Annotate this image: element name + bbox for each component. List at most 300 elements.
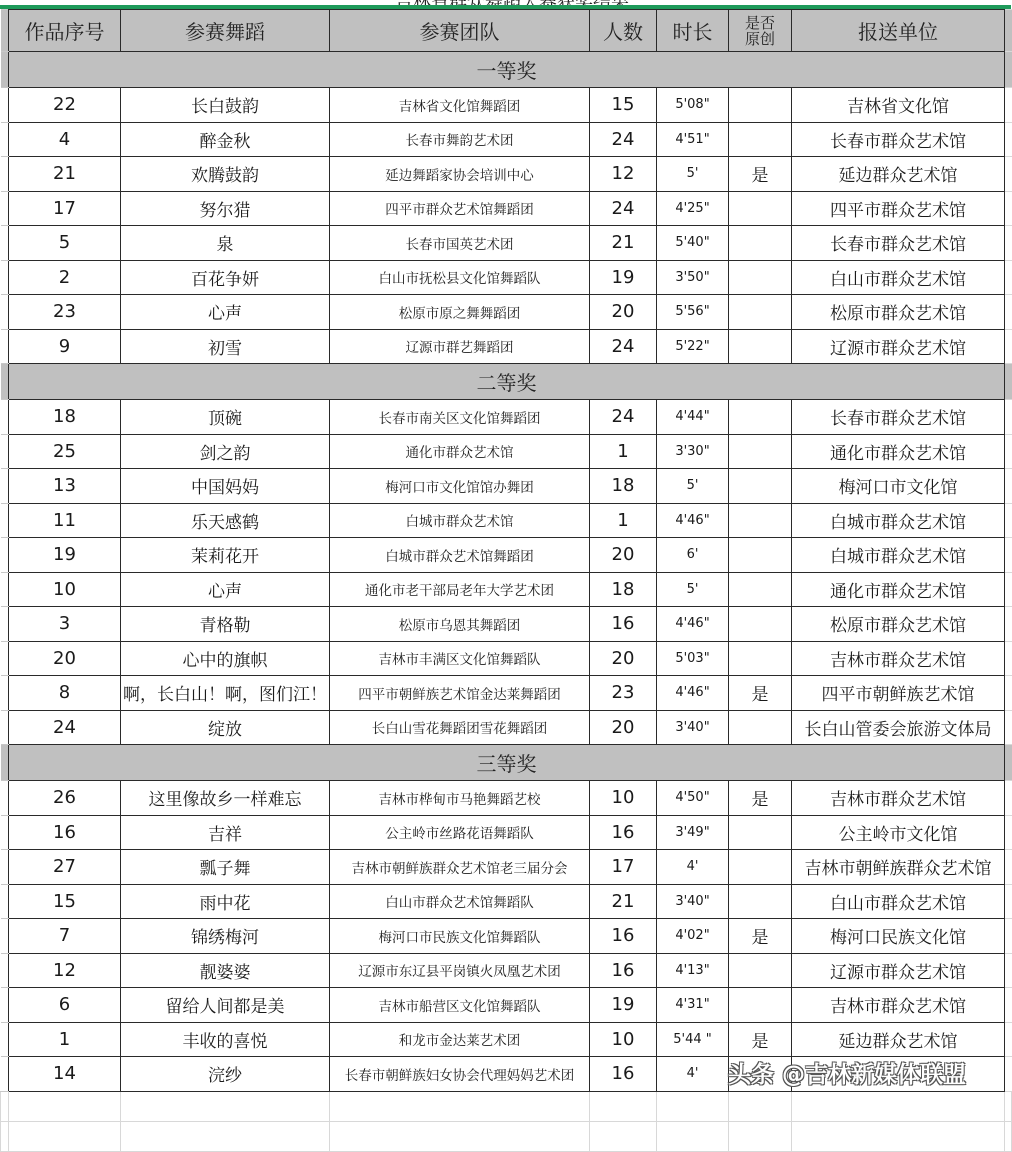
cell-unit[interactable]: 吉林市朝鲜族群众艺术馆 bbox=[792, 850, 1005, 885]
row-tail bbox=[1005, 1057, 1012, 1092]
empty-cell[interactable] bbox=[590, 1121, 657, 1151]
cell-people[interactable]: 20 bbox=[590, 710, 657, 745]
cell-dance[interactable]: 这里像故乡一样难忘 bbox=[121, 781, 330, 816]
row-gutter bbox=[1, 364, 9, 400]
empty-cell[interactable] bbox=[1005, 1121, 1012, 1151]
header-people[interactable]: 人数 bbox=[590, 10, 657, 52]
cell-work-no[interactable]: 25 bbox=[9, 434, 121, 469]
cell-duration[interactable]: 3'40" bbox=[657, 884, 729, 919]
table-row bbox=[1, 953, 1012, 988]
cell-dance[interactable]: 中国妈妈 bbox=[121, 469, 330, 504]
cell-work-no[interactable]: 4 bbox=[9, 122, 121, 157]
cell-unit[interactable]: 白城市群众艺术馆 bbox=[792, 503, 1005, 538]
empty-cell[interactable] bbox=[1, 1121, 9, 1151]
empty-cell[interactable] bbox=[792, 1121, 1005, 1151]
empty-cell[interactable] bbox=[121, 1121, 330, 1151]
cell-unit[interactable]: 白山市群众艺术馆 bbox=[792, 260, 1005, 295]
cell-people[interactable]: 23 bbox=[590, 676, 657, 711]
cell-work-no[interactable]: 20 bbox=[9, 641, 121, 676]
cell-team[interactable]: 吉林市桦甸市马艳舞蹈艺校 bbox=[330, 781, 590, 816]
row-tail bbox=[1005, 919, 1012, 954]
row-gutter bbox=[1, 953, 9, 988]
empty-cell[interactable] bbox=[792, 1091, 1005, 1121]
cell-people[interactable]: 20 bbox=[590, 641, 657, 676]
table-row bbox=[1, 676, 1012, 711]
cell-original[interactable] bbox=[729, 815, 792, 850]
cell-team[interactable]: 四平市群众艺术馆舞蹈团 bbox=[330, 191, 590, 226]
cell-people[interactable]: 10 bbox=[590, 1022, 657, 1057]
cell-unit[interactable]: 通化市群众艺术馆 bbox=[792, 572, 1005, 607]
cell-team[interactable]: 辽源市群艺舞蹈团 bbox=[330, 329, 590, 364]
cell-original[interactable]: 是 bbox=[729, 676, 792, 711]
empty-cell[interactable] bbox=[1, 1091, 9, 1121]
cell-duration[interactable]: 5'22" bbox=[657, 329, 729, 364]
row-gutter bbox=[1, 10, 9, 52]
cell-unit[interactable]: 梅河口市文化馆 bbox=[792, 469, 1005, 504]
cell-work-no[interactable]: 21 bbox=[9, 157, 121, 192]
cell-people[interactable]: 16 bbox=[590, 1057, 657, 1092]
cell-unit[interactable]: 松原市群众艺术馆 bbox=[792, 607, 1005, 642]
cell-work-no[interactable]: 13 bbox=[9, 469, 121, 504]
cell-team[interactable]: 长春市南关区文化馆舞蹈团 bbox=[330, 400, 590, 435]
cell-duration[interactable]: 5'03" bbox=[657, 641, 729, 676]
row-gutter bbox=[1, 157, 9, 192]
cell-original[interactable] bbox=[729, 607, 792, 642]
table-row bbox=[1, 572, 1012, 607]
cell-work-no[interactable]: 18 bbox=[9, 400, 121, 435]
cell-work-no[interactable]: 24 bbox=[9, 710, 121, 745]
cell-people[interactable]: 19 bbox=[590, 260, 657, 295]
cell-dance[interactable]: 泉 bbox=[121, 226, 330, 261]
table-row bbox=[1, 88, 1012, 123]
cell-duration[interactable]: 3'40" bbox=[657, 710, 729, 745]
row-tail bbox=[1005, 52, 1012, 88]
cell-unit[interactable]: 梅河口民族文化馆 bbox=[792, 919, 1005, 954]
row-gutter bbox=[1, 676, 9, 711]
cell-unit[interactable]: 吉林市群众艺术馆 bbox=[792, 988, 1005, 1023]
cell-dance[interactable]: 顶碗 bbox=[121, 400, 330, 435]
cell-team[interactable]: 梅河口市文化馆馆办舞团 bbox=[330, 469, 590, 504]
cell-work-no[interactable]: 19 bbox=[9, 538, 121, 573]
cell-unit[interactable]: 四平市群众艺术馆 bbox=[792, 191, 1005, 226]
row-gutter bbox=[1, 781, 9, 816]
cell-duration[interactable]: 5'56" bbox=[657, 295, 729, 330]
section-row-1 bbox=[1, 52, 1012, 88]
cell-dance[interactable]: 心声 bbox=[121, 572, 330, 607]
cell-original[interactable] bbox=[729, 260, 792, 295]
cell-team[interactable]: 白山市抚松县文化馆舞蹈队 bbox=[330, 260, 590, 295]
row-tail bbox=[1005, 226, 1012, 261]
cell-team[interactable]: 松原市原之舞舞蹈团 bbox=[330, 295, 590, 330]
row-gutter bbox=[1, 434, 9, 469]
cell-people[interactable]: 21 bbox=[590, 226, 657, 261]
cell-duration[interactable]: 4'51" bbox=[657, 122, 729, 157]
cell-team[interactable]: 吉林市丰满区文化馆舞蹈队 bbox=[330, 641, 590, 676]
table-row bbox=[1, 1022, 1012, 1057]
cell-people[interactable]: 24 bbox=[590, 400, 657, 435]
empty-cell[interactable] bbox=[729, 1091, 792, 1121]
cell-unit[interactable]: 延边群众艺术馆 bbox=[792, 1022, 1005, 1057]
cell-work-no[interactable]: 26 bbox=[9, 781, 121, 816]
row-tail bbox=[1005, 815, 1012, 850]
results-table bbox=[0, 9, 1012, 1152]
cell-dance[interactable]: 努尔猎 bbox=[121, 191, 330, 226]
cell-duration[interactable]: 5'40" bbox=[657, 226, 729, 261]
cell-unit[interactable]: 吉林省文化馆 bbox=[792, 88, 1005, 123]
row-tail bbox=[1005, 538, 1012, 573]
empty-cell[interactable] bbox=[330, 1091, 590, 1121]
header-work-no[interactable]: 作品序号 bbox=[9, 10, 121, 52]
table-row bbox=[1, 710, 1012, 745]
cell-people[interactable]: 16 bbox=[590, 919, 657, 954]
row-tail bbox=[1005, 400, 1012, 435]
cell-dance[interactable]: 雨中花 bbox=[121, 884, 330, 919]
row-tail bbox=[1005, 745, 1012, 781]
cell-original[interactable] bbox=[729, 988, 792, 1023]
cell-work-no[interactable]: 11 bbox=[9, 503, 121, 538]
cell-people[interactable]: 1 bbox=[590, 434, 657, 469]
cell-duration[interactable]: 4'46" bbox=[657, 503, 729, 538]
section-label[interactable]: 一等奖 bbox=[9, 52, 1005, 88]
row-tail bbox=[1005, 607, 1012, 642]
table-row bbox=[1, 919, 1012, 954]
cell-original[interactable] bbox=[729, 469, 792, 504]
cell-original[interactable]: 是 bbox=[729, 1022, 792, 1057]
row-gutter bbox=[1, 469, 9, 504]
row-gutter bbox=[1, 52, 9, 88]
cell-unit[interactable]: 吉林市群众艺术馆 bbox=[792, 781, 1005, 816]
cell-people[interactable]: 1 bbox=[590, 503, 657, 538]
cell-duration[interactable]: 4'25" bbox=[657, 191, 729, 226]
cell-original[interactable] bbox=[729, 503, 792, 538]
cell-team[interactable]: 长春市朝鲜族妇女协会代理妈妈艺术团 bbox=[330, 1057, 590, 1092]
row-tail bbox=[1005, 364, 1012, 400]
cell-dance[interactable]: 绽放 bbox=[121, 710, 330, 745]
header-duration[interactable]: 时长 bbox=[657, 10, 729, 52]
header-original[interactable] bbox=[729, 10, 792, 52]
cell-team[interactable]: 通化市老干部局老年大学艺术团 bbox=[330, 572, 590, 607]
cell-work-no[interactable]: 5 bbox=[9, 226, 121, 261]
table-row bbox=[1, 850, 1012, 885]
cell-original[interactable] bbox=[729, 884, 792, 919]
cell-people[interactable]: 16 bbox=[590, 815, 657, 850]
table-row bbox=[1, 434, 1012, 469]
cell-work-no[interactable]: 12 bbox=[9, 953, 121, 988]
cell-work-no[interactable]: 9 bbox=[9, 329, 121, 364]
header-row bbox=[1, 10, 1012, 52]
row-gutter bbox=[1, 260, 9, 295]
table-row bbox=[1, 503, 1012, 538]
cell-original[interactable]: 是 bbox=[729, 919, 792, 954]
cell-work-no[interactable]: 27 bbox=[9, 850, 121, 885]
cell-original[interactable] bbox=[729, 710, 792, 745]
row-tail bbox=[1005, 191, 1012, 226]
cell-team[interactable]: 通化市群众艺术馆 bbox=[330, 434, 590, 469]
cell-duration[interactable]: 4'02" bbox=[657, 919, 729, 954]
cell-original[interactable] bbox=[729, 538, 792, 573]
cell-original[interactable] bbox=[729, 572, 792, 607]
cell-original[interactable] bbox=[729, 434, 792, 469]
cell-dance[interactable]: 啊，长白山！啊，图们江！ bbox=[121, 676, 330, 711]
cell-work-no[interactable]: 7 bbox=[9, 919, 121, 954]
cell-duration[interactable]: 6' bbox=[657, 538, 729, 573]
cell-original[interactable] bbox=[729, 191, 792, 226]
table-row bbox=[1, 815, 1012, 850]
cell-dance[interactable]: 初雪 bbox=[121, 329, 330, 364]
cell-work-no[interactable]: 23 bbox=[9, 295, 121, 330]
row-gutter bbox=[1, 710, 9, 745]
cell-dance[interactable]: 瓢子舞 bbox=[121, 850, 330, 885]
cell-original[interactable] bbox=[729, 953, 792, 988]
row-tail bbox=[1005, 988, 1012, 1023]
cell-unit[interactable]: 长白山管委会旅游文体局 bbox=[792, 710, 1005, 745]
cell-original[interactable] bbox=[729, 122, 792, 157]
cell-people[interactable]: 20 bbox=[590, 538, 657, 573]
section-label[interactable]: 三等奖 bbox=[9, 745, 1005, 781]
table-row bbox=[1, 329, 1012, 364]
cell-dance[interactable]: 剑之韵 bbox=[121, 434, 330, 469]
row-gutter bbox=[1, 88, 9, 123]
cell-work-no[interactable]: 10 bbox=[9, 572, 121, 607]
cell-duration[interactable]: 3'30" bbox=[657, 434, 729, 469]
cell-unit[interactable]: 公主岭市文化馆 bbox=[792, 815, 1005, 850]
row-tail bbox=[1005, 884, 1012, 919]
row-gutter bbox=[1, 1057, 9, 1092]
section-row-3 bbox=[1, 745, 1012, 781]
cell-people[interactable]: 10 bbox=[590, 781, 657, 816]
cell-team[interactable]: 长白山雪花舞蹈团雪花舞蹈团 bbox=[330, 710, 590, 745]
cell-team[interactable]: 白城市群众艺术馆舞蹈团 bbox=[330, 538, 590, 573]
cell-duration[interactable]: 4' bbox=[657, 1057, 729, 1092]
empty-cell[interactable] bbox=[657, 1091, 729, 1121]
header-original-line2: 原创 bbox=[744, 29, 775, 48]
cell-work-no[interactable]: 16 bbox=[9, 815, 121, 850]
cell-people[interactable]: 17 bbox=[590, 850, 657, 885]
empty-cell[interactable] bbox=[657, 1121, 729, 1151]
cell-work-no[interactable]: 22 bbox=[9, 88, 121, 123]
cell-work-no[interactable]: 8 bbox=[9, 676, 121, 711]
cell-dance[interactable]: 茉莉花开 bbox=[121, 538, 330, 573]
cell-people[interactable]: 16 bbox=[590, 607, 657, 642]
row-gutter bbox=[1, 1022, 9, 1057]
row-tail bbox=[1005, 710, 1012, 745]
row-tail bbox=[1005, 469, 1012, 504]
cell-people[interactable]: 12 bbox=[590, 157, 657, 192]
empty-cell[interactable] bbox=[121, 1091, 330, 1121]
cell-team[interactable]: 辽源市东辽县平岗镇火凤凰艺术团 bbox=[330, 953, 590, 988]
cell-duration[interactable]: 3'49" bbox=[657, 815, 729, 850]
cell-dance[interactable]: 靓婆婆 bbox=[121, 953, 330, 988]
cell-dance[interactable]: 乐天感鹤 bbox=[121, 503, 330, 538]
cell-team[interactable]: 白山市群众艺术馆舞蹈队 bbox=[330, 884, 590, 919]
cell-original[interactable] bbox=[729, 400, 792, 435]
empty-cell[interactable] bbox=[729, 1121, 792, 1151]
row-tail bbox=[1005, 641, 1012, 676]
cell-team[interactable]: 四平市朝鲜族艺术馆金达莱舞蹈团 bbox=[330, 676, 590, 711]
table-row bbox=[1, 469, 1012, 504]
cell-team[interactable]: 梅河口市民族文化馆舞蹈队 bbox=[330, 919, 590, 954]
row-tail bbox=[1005, 781, 1012, 816]
row-gutter bbox=[1, 191, 9, 226]
cell-team[interactable]: 长春市国英艺术团 bbox=[330, 226, 590, 261]
header-dance[interactable]: 参赛舞蹈 bbox=[121, 10, 330, 52]
row-tail bbox=[1005, 295, 1012, 330]
cell-original[interactable] bbox=[729, 226, 792, 261]
row-gutter bbox=[1, 226, 9, 261]
cell-work-no[interactable]: 3 bbox=[9, 607, 121, 642]
row-tail bbox=[1005, 157, 1012, 192]
cell-original[interactable] bbox=[729, 641, 792, 676]
cell-dance[interactable]: 浣纱 bbox=[121, 1057, 330, 1092]
row-gutter bbox=[1, 607, 9, 642]
empty-cell[interactable] bbox=[590, 1091, 657, 1121]
cell-dance[interactable]: 长白鼓韵 bbox=[121, 88, 330, 123]
cell-original[interactable]: 是 bbox=[729, 781, 792, 816]
row-tail bbox=[1005, 503, 1012, 538]
cell-team[interactable]: 和龙市金达莱艺术团 bbox=[330, 1022, 590, 1057]
cell-original[interactable] bbox=[729, 329, 792, 364]
cell-unit[interactable]: 白城市群众艺术馆 bbox=[792, 538, 1005, 573]
cell-unit[interactable]: 辽源市群众艺术馆 bbox=[792, 329, 1005, 364]
cell-work-no[interactable]: 6 bbox=[9, 988, 121, 1023]
cell-duration[interactable]: 3'50" bbox=[657, 260, 729, 295]
header-unit[interactable]: 报送单位 bbox=[792, 10, 1005, 52]
cell-duration[interactable]: 4'46" bbox=[657, 607, 729, 642]
cell-work-no[interactable]: 2 bbox=[9, 260, 121, 295]
row-gutter bbox=[1, 850, 9, 885]
row-gutter bbox=[1, 919, 9, 954]
cell-duration[interactable]: 5' bbox=[657, 572, 729, 607]
cell-duration[interactable]: 4'31" bbox=[657, 988, 729, 1023]
row-tail bbox=[1005, 850, 1012, 885]
row-tail bbox=[1005, 329, 1012, 364]
cell-people[interactable]: 15 bbox=[590, 88, 657, 123]
cell-team[interactable]: 吉林市船营区文化馆舞蹈队 bbox=[330, 988, 590, 1023]
cell-people[interactable]: 19 bbox=[590, 988, 657, 1023]
header-original-line1: 是否 bbox=[744, 13, 775, 32]
cell-people[interactable]: 18 bbox=[590, 572, 657, 607]
watermark: 头条 @吉林新媒体联盟 bbox=[728, 1062, 967, 1088]
row-gutter bbox=[1, 815, 9, 850]
cell-team[interactable]: 吉林省文化馆舞蹈团 bbox=[330, 88, 590, 123]
header-team[interactable]: 参赛团队 bbox=[330, 10, 590, 52]
table-row bbox=[1, 260, 1012, 295]
cell-dance[interactable]: 锦绣梅河 bbox=[121, 919, 330, 954]
cell-duration[interactable]: 4' bbox=[657, 850, 729, 885]
cell-dance[interactable]: 吉祥 bbox=[121, 815, 330, 850]
cell-dance[interactable]: 百花争妍 bbox=[121, 260, 330, 295]
cell-dance[interactable]: 醉金秋 bbox=[121, 122, 330, 157]
cell-people[interactable]: 21 bbox=[590, 884, 657, 919]
row-gutter bbox=[1, 329, 9, 364]
cell-dance[interactable]: 心声 bbox=[121, 295, 330, 330]
cell-duration[interactable]: 5' bbox=[657, 469, 729, 504]
table-row bbox=[1, 607, 1012, 642]
row-tail bbox=[1005, 434, 1012, 469]
cell-duration[interactable]: 5' bbox=[657, 157, 729, 192]
row-tail bbox=[1005, 122, 1012, 157]
empty-cell[interactable] bbox=[9, 1091, 121, 1121]
cell-people[interactable]: 20 bbox=[590, 295, 657, 330]
cell-unit[interactable]: 通化市群众艺术馆 bbox=[792, 434, 1005, 469]
cell-team[interactable]: 长春市舞韵艺术团 bbox=[330, 122, 590, 157]
cell-dance[interactable]: 留给人间都是美 bbox=[121, 988, 330, 1023]
table-row bbox=[1, 884, 1012, 919]
cell-duration[interactable]: 4'50" bbox=[657, 781, 729, 816]
table-row bbox=[1, 191, 1012, 226]
cell-team[interactable]: 公主岭市丝路花语舞蹈队 bbox=[330, 815, 590, 850]
cell-dance[interactable]: 青格勒 bbox=[121, 607, 330, 642]
row-gutter bbox=[1, 295, 9, 330]
cell-duration[interactable]: 4'44" bbox=[657, 400, 729, 435]
cell-original[interactable] bbox=[729, 88, 792, 123]
cell-team[interactable]: 延边舞蹈家协会培训中心 bbox=[330, 157, 590, 192]
cell-people[interactable]: 18 bbox=[590, 469, 657, 504]
row-tail bbox=[1005, 88, 1012, 123]
cell-work-no[interactable]: 17 bbox=[9, 191, 121, 226]
cell-unit[interactable]: 延边群众艺术馆 bbox=[792, 157, 1005, 192]
cell-unit[interactable]: 四平市朝鲜族艺术馆 bbox=[792, 676, 1005, 711]
cell-original[interactable]: 是 bbox=[729, 157, 792, 192]
cell-people[interactable]: 24 bbox=[590, 122, 657, 157]
cell-duration[interactable]: 5'44 " bbox=[657, 1022, 729, 1057]
table-row bbox=[1, 781, 1012, 816]
table-row bbox=[1, 295, 1012, 330]
cell-unit[interactable]: 长春市群众艺术馆 bbox=[792, 226, 1005, 261]
cell-people[interactable]: 24 bbox=[590, 329, 657, 364]
empty-cell[interactable] bbox=[330, 1121, 590, 1151]
empty-row bbox=[1, 1091, 1012, 1121]
row-gutter bbox=[1, 503, 9, 538]
cell-unit[interactable]: 辽源市群众艺术馆 bbox=[792, 953, 1005, 988]
cell-unit[interactable]: 白山市群众艺术馆 bbox=[792, 884, 1005, 919]
cell-unit[interactable]: 松原市群众艺术馆 bbox=[792, 295, 1005, 330]
row-gutter bbox=[1, 572, 9, 607]
cell-work-no[interactable]: 15 bbox=[9, 884, 121, 919]
table-row bbox=[1, 538, 1012, 573]
row-gutter bbox=[1, 884, 9, 919]
cell-original[interactable] bbox=[729, 295, 792, 330]
cell-unit[interactable]: 吉林市群众艺术馆 bbox=[792, 641, 1005, 676]
empty-cell[interactable] bbox=[9, 1121, 121, 1151]
section-row-2 bbox=[1, 364, 1012, 400]
cell-duration[interactable]: 4'46" bbox=[657, 676, 729, 711]
cell-team[interactable]: 吉林市朝鲜族群众艺术馆老三届分会 bbox=[330, 850, 590, 885]
cell-dance[interactable]: 欢腾鼓韵 bbox=[121, 157, 330, 192]
cell-people[interactable]: 16 bbox=[590, 953, 657, 988]
cell-original[interactable] bbox=[729, 850, 792, 885]
row-tail bbox=[1005, 953, 1012, 988]
cell-team[interactable]: 白城市群众艺术馆 bbox=[330, 503, 590, 538]
cell-work-no[interactable]: 14 bbox=[9, 1057, 121, 1092]
cell-duration[interactable]: 4'13" bbox=[657, 953, 729, 988]
table-row bbox=[1, 988, 1012, 1023]
section-label[interactable]: 二等奖 bbox=[9, 364, 1005, 400]
row-gutter bbox=[1, 400, 9, 435]
empty-cell[interactable] bbox=[1005, 1091, 1012, 1121]
cell-team[interactable]: 松原市乌恩其舞蹈团 bbox=[330, 607, 590, 642]
cell-unit[interactable]: 长春市群众艺术馆 bbox=[792, 122, 1005, 157]
cell-work-no[interactable]: 1 bbox=[9, 1022, 121, 1057]
table-row bbox=[1, 400, 1012, 435]
row-tail bbox=[1005, 572, 1012, 607]
cell-dance[interactable]: 心中的旗帜 bbox=[121, 641, 330, 676]
cell-unit[interactable]: 长春市群众艺术馆 bbox=[792, 400, 1005, 435]
cell-duration[interactable]: 5'08" bbox=[657, 88, 729, 123]
cell-people[interactable]: 24 bbox=[590, 191, 657, 226]
cell-dance[interactable]: 丰收的喜悦 bbox=[121, 1022, 330, 1057]
table-row bbox=[1, 157, 1012, 192]
